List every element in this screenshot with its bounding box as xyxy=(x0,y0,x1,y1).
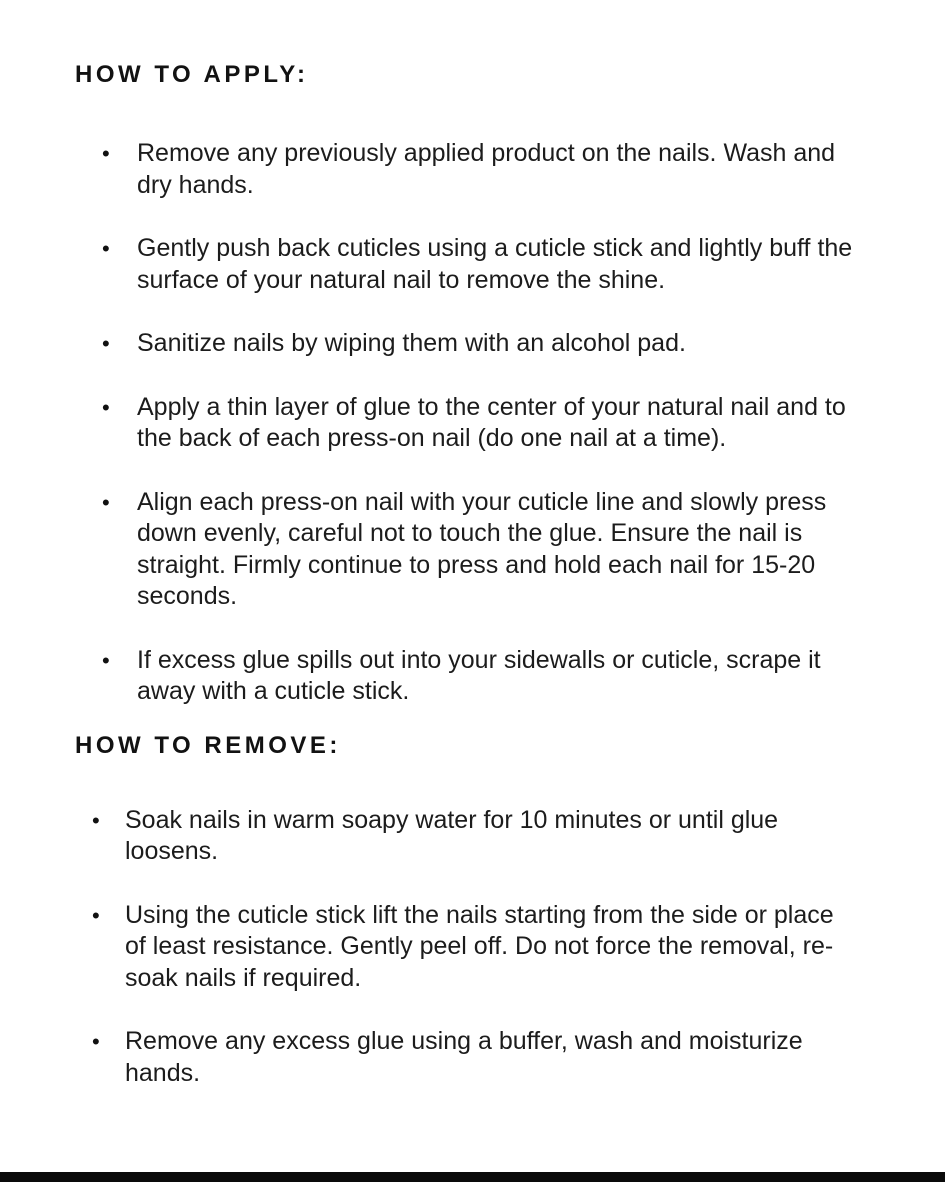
list-item xyxy=(92,805,870,868)
remove-list xyxy=(92,805,870,1090)
remove-section xyxy=(75,731,870,1090)
item-text: Soak nails in warm soapy water for 10 minutes or until glue loosens. xyxy=(125,805,779,865)
bullet-icon: • xyxy=(92,807,100,833)
item-text: Remove any excess glue using a buffer, wash and moisturize hands. xyxy=(125,1027,803,1087)
list-item xyxy=(102,328,870,360)
bullet-icon: • xyxy=(102,331,110,356)
item-text: Apply a thin layer of glue to the center of your natural nail and to the back of each press-on nail (do one nail at a time). xyxy=(137,392,846,452)
remove-heading: HOW TO REMOVE: xyxy=(75,731,341,759)
bullet-icon: • xyxy=(102,647,110,673)
list-item xyxy=(92,1026,870,1089)
list-item xyxy=(102,392,870,455)
item-text: Gently push back cuticles using a cuticle stick and lightly buff the surface of your natural nail to remove the shine. xyxy=(137,234,853,294)
list-item xyxy=(92,900,870,995)
item-text: If excess glue spills out into your sidewalls or cuticle, scrape it away with a cuticle stick. xyxy=(137,645,821,705)
bullet-icon: • xyxy=(102,141,110,166)
bullet-icon: • xyxy=(102,489,110,515)
bullet-icon: • xyxy=(92,1029,100,1054)
bullet-icon: • xyxy=(102,394,110,420)
apply-heading: HOW TO APPLY: xyxy=(75,61,309,88)
bullet-icon: • xyxy=(92,902,100,928)
list-item xyxy=(102,487,870,613)
list-item xyxy=(102,645,870,708)
apply-list xyxy=(102,138,870,708)
item-text: Sanitize nails by wiping them with an alcohol pad. xyxy=(137,329,686,357)
item-text: Align each press-on nail with your cuticle line and slowly press down evenly, careful not to touch the glue. Ensure the nail is straight. Firmly continue to press and hold each nail for 15-20 seconds. xyxy=(137,487,827,610)
footer-bar xyxy=(0,1172,945,1182)
apply-section xyxy=(75,60,870,708)
bullet-icon: • xyxy=(102,236,110,261)
list-item xyxy=(102,233,870,296)
item-text: Remove any previously applied product on the nails. Wash and dry hands. xyxy=(137,139,836,199)
item-text: Using the cuticle stick lift the nails starting from the side or place of least resistance. Gently peel off. Do not force the removal, re-soak nails if required. xyxy=(125,900,834,992)
list-item xyxy=(102,138,870,201)
